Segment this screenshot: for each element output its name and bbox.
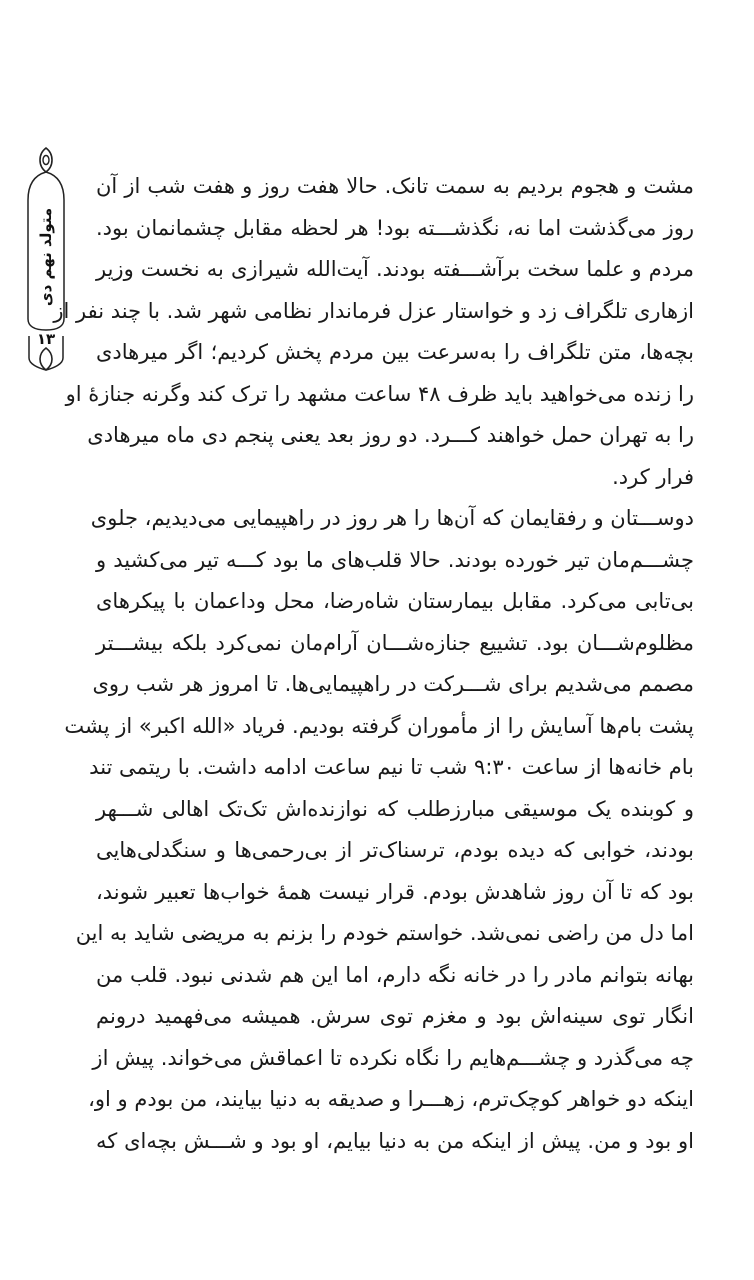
paragraph-end-line: فرار کرد. (612, 464, 694, 489)
page-number: ۱۳ (36, 330, 56, 348)
side-running-head-ornament (24, 144, 68, 374)
text-line: او بود و من. پیش از اینکه من به دنیا بیایم، او بود و شـــش بچه‌ای که (96, 1128, 694, 1153)
text-line: مظلوم‌شـــان بود. تشییع جنازه‌شـــان آرام‌مان نمی‌کرد بلکه بیشـــتر (96, 630, 694, 655)
text-line: مصمم می‌شدیم برای شـــرکت در راهپیمایی‌ها. تا امروز هر شب روی (92, 672, 694, 696)
text-line: بهانه بتوانم مادر را در خانه نگه دارم، اما این هم شدنی نبود. قلب من (96, 962, 694, 987)
text-line: ازهاری تلگراف زد و خواستار عزل فرماندار نظامی شهر شد. با چند نفر از (53, 298, 694, 323)
body-text (53, 166, 694, 1162)
text-line: اینکه دو خواهر کوچک‌ترم، زهـــرا و صدیقه به دنیا بیایند، من بودم و او، (88, 1087, 694, 1111)
running-head-text: متولد نهم دی (37, 207, 55, 306)
text-line: دوســـتان و رفقایمان که آن‌ها را هر روز در راهپیمایی می‌دیدیم، جلوی (90, 506, 694, 530)
text-line: چه می‌گذرد و چشـــم‌هایم را نگاه نکرده تا اعماقش می‌خواند. پیش از (92, 1045, 694, 1070)
text-line: چشـــم‌مان تیر خورده بودند. حالا قلب‌های ما بود کـــه تیر می‌کشید و (96, 547, 694, 572)
text-line: روز می‌گذشت اما نه، نگذشـــته بود! هر لحظه مقابل چشمانمان بود. (96, 215, 694, 240)
top-diamond-knot-icon (40, 148, 52, 172)
text-line: بام خانه‌ها از ساعت ۹:۳۰ شب تا نیم ساعت ادامه داشت. با ریتمی تند (89, 755, 694, 779)
text-line: مردم و علما سخت برآشـــفته بودند. آیت‌الله شیرازی به نخست وزیر (96, 257, 694, 281)
text-line: انگار توی سینه‌اش بود و مغزم توی سرش. همیشه می‌فهمید درونم (96, 1004, 694, 1028)
text-line: بچه‌ها، متن تلگراف را به‌سرعت بین مردم پخش کردیم؛ اگر میرهادی (96, 340, 694, 364)
text-line: پشت بام‌ها آسایش را از مأموران گرفته بودیم. فریاد «الله اکبر» از پشت (64, 713, 694, 738)
text-line: بودند، خوابی که دیده بودم، ترسناک‌تر از بی‌رحمی‌ها و سنگدلی‌هایی (96, 838, 694, 862)
text-line: را به تهران حمل خواهند کـــرد. دو روز بعد یعنی پنجم دی ماه میرهادی (87, 423, 694, 447)
text-line: بی‌تابی می‌کرد. مقابل بیمارستان شاه‌رضا، محل وداعمان با پیکرهای (96, 589, 694, 613)
bottom-diamond-knot-icon (40, 348, 52, 370)
text-line: بود که تا آن روز شاهدش بودم. قرار نیست همهٔ خواب‌ها تعبیر شوند، (96, 879, 694, 904)
text-line: و کوبنده یک موسیقی مبارزطلب که نوازنده‌اش تک‌تک اهالی شـــهر (96, 796, 694, 821)
text-line: مشت و هجوم بردیم به سمت تانک. حالا هفت روز و هفت شب از آن (96, 174, 694, 198)
text-line: اما دل من راضی نمی‌شد. خواستم خودم را بزنم به مریضی شاید به این (75, 921, 694, 945)
text-line: را زنده می‌خواهید باید ظرف ۴۸ ساعت مشهد را ترک کند وگرنه جنازهٔ او (65, 381, 694, 406)
